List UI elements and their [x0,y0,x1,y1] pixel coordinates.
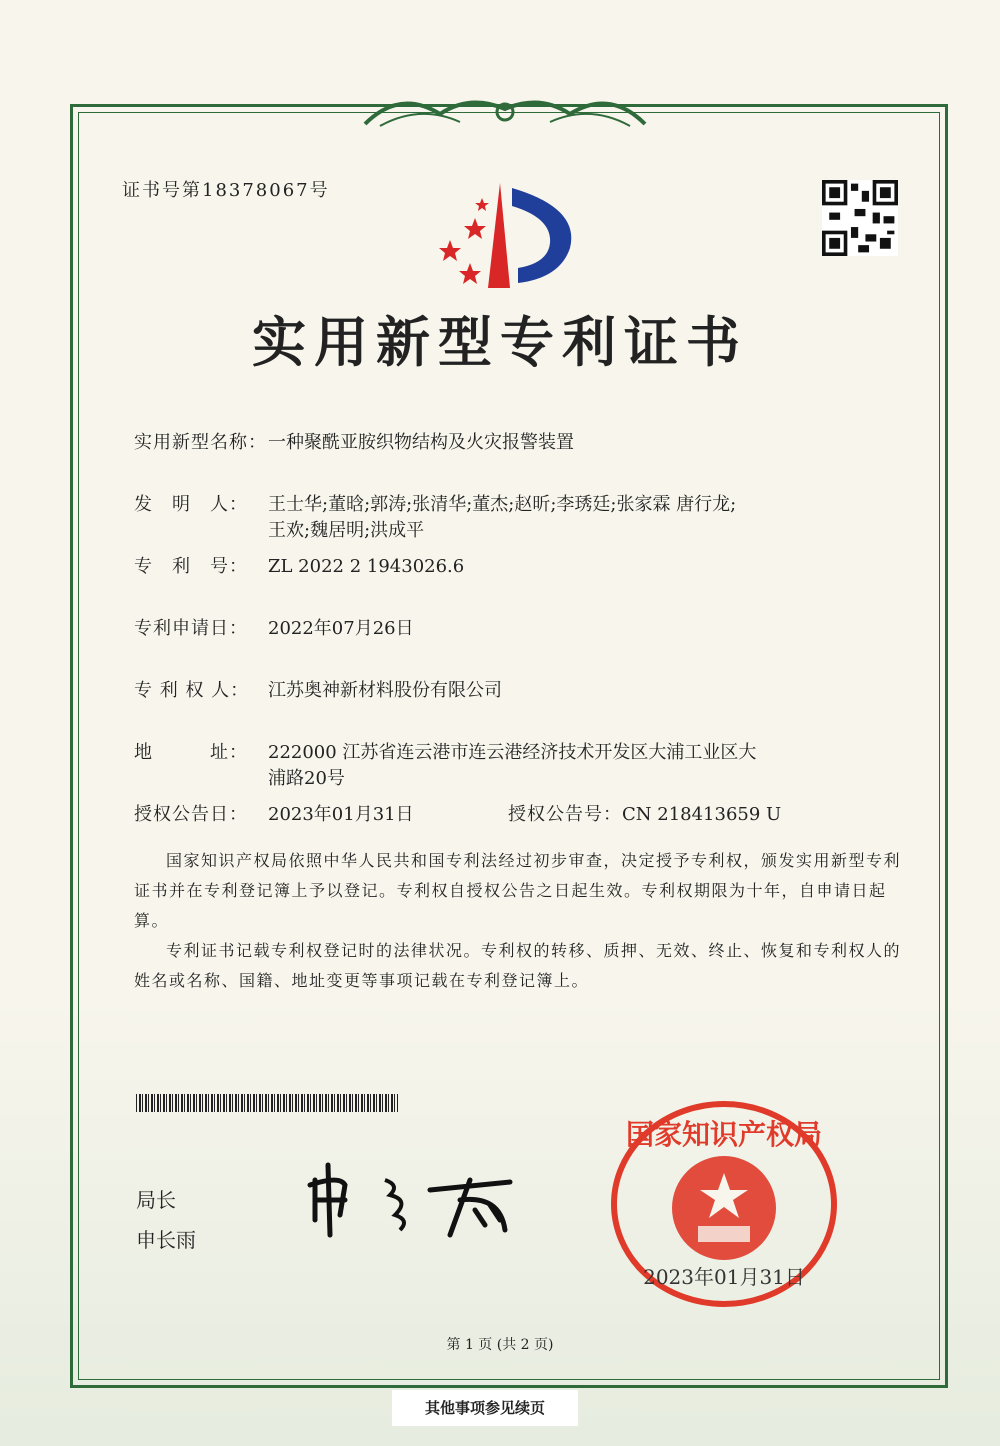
cnipa-logo [430,178,585,293]
signatory-name: 申长雨 [136,1228,196,1252]
field-address [134,740,763,792]
field-grant-date [134,802,781,828]
ornament-top [360,84,650,134]
field-value: 王士华;董晗;郭涛;张清华;董杰;赵昕;李琇廷;张家霖 唐行龙;王欢;魏居明;洪成平 [268,494,737,541]
field-value: 2022年07月26日 [268,618,414,639]
field-patent-number [134,554,768,580]
field-value: 一种聚酰亚胺织物结构及火灾报警装置 [268,432,574,453]
field-value: 222000 江苏省连云港市连云港经济技术开发区大浦工业区大浦路20号 [268,742,757,789]
field-label: 专利申请日： [134,618,248,639]
footer-note: 其他事项参见续页 [392,1390,578,1426]
field-value: ZL 2022 2 1943026.6 [268,556,465,577]
page-indicator: 第 1 页 (共 2 页) [446,1337,554,1353]
seal-date: 2023年01月31日 [643,1265,805,1289]
statement-paragraph: 专利证书记载专利权登记时的法律状况。专利权的转移、质押、无效、终止、恢复和专利权人的姓名或名称、国籍、地址变更等事项记载在专利登记簿上。 [134,941,902,990]
signatory-title: 局长 [136,1188,176,1212]
field-label: 发 明 人： [134,494,248,515]
field-label: 专 利 权 人： [134,680,250,701]
page-title: 实用新型专利证书 [252,311,748,374]
field-label: 实用新型名称： [134,432,267,453]
field-patentee [134,678,768,704]
statement-paragraph: 国家知识产权局依照中华人民共和国专利法经过初步审查，决定授予专利权，颁发实用新型专利证书并在专利登记簿上予以登记。专利权自授权公告之日起生效。专利权期限为十年，自申请日起算。 [134,851,902,930]
field-label: 地 址： [134,742,248,763]
field-name [134,430,768,456]
seal-text: 国家知识产权局 [625,1118,823,1151]
qr-code [822,180,898,256]
announcement-value: CN 218413659 U [622,804,782,825]
field-label: 授权公告日： [134,804,248,825]
field-value: 2023年01月31日 [268,804,414,825]
field-label: 专 利 号： [134,556,248,577]
barcode [136,1094,398,1112]
announcement-label: 授权公告号： [508,804,622,825]
certificate-number: 证书号第18378067号 [122,180,330,201]
field-inventors [134,492,748,544]
official-seal [608,1098,840,1310]
field-application-date [134,616,768,642]
signature [300,1160,530,1240]
field-value: 江苏奥神新材料股份有限公司 [268,680,502,701]
